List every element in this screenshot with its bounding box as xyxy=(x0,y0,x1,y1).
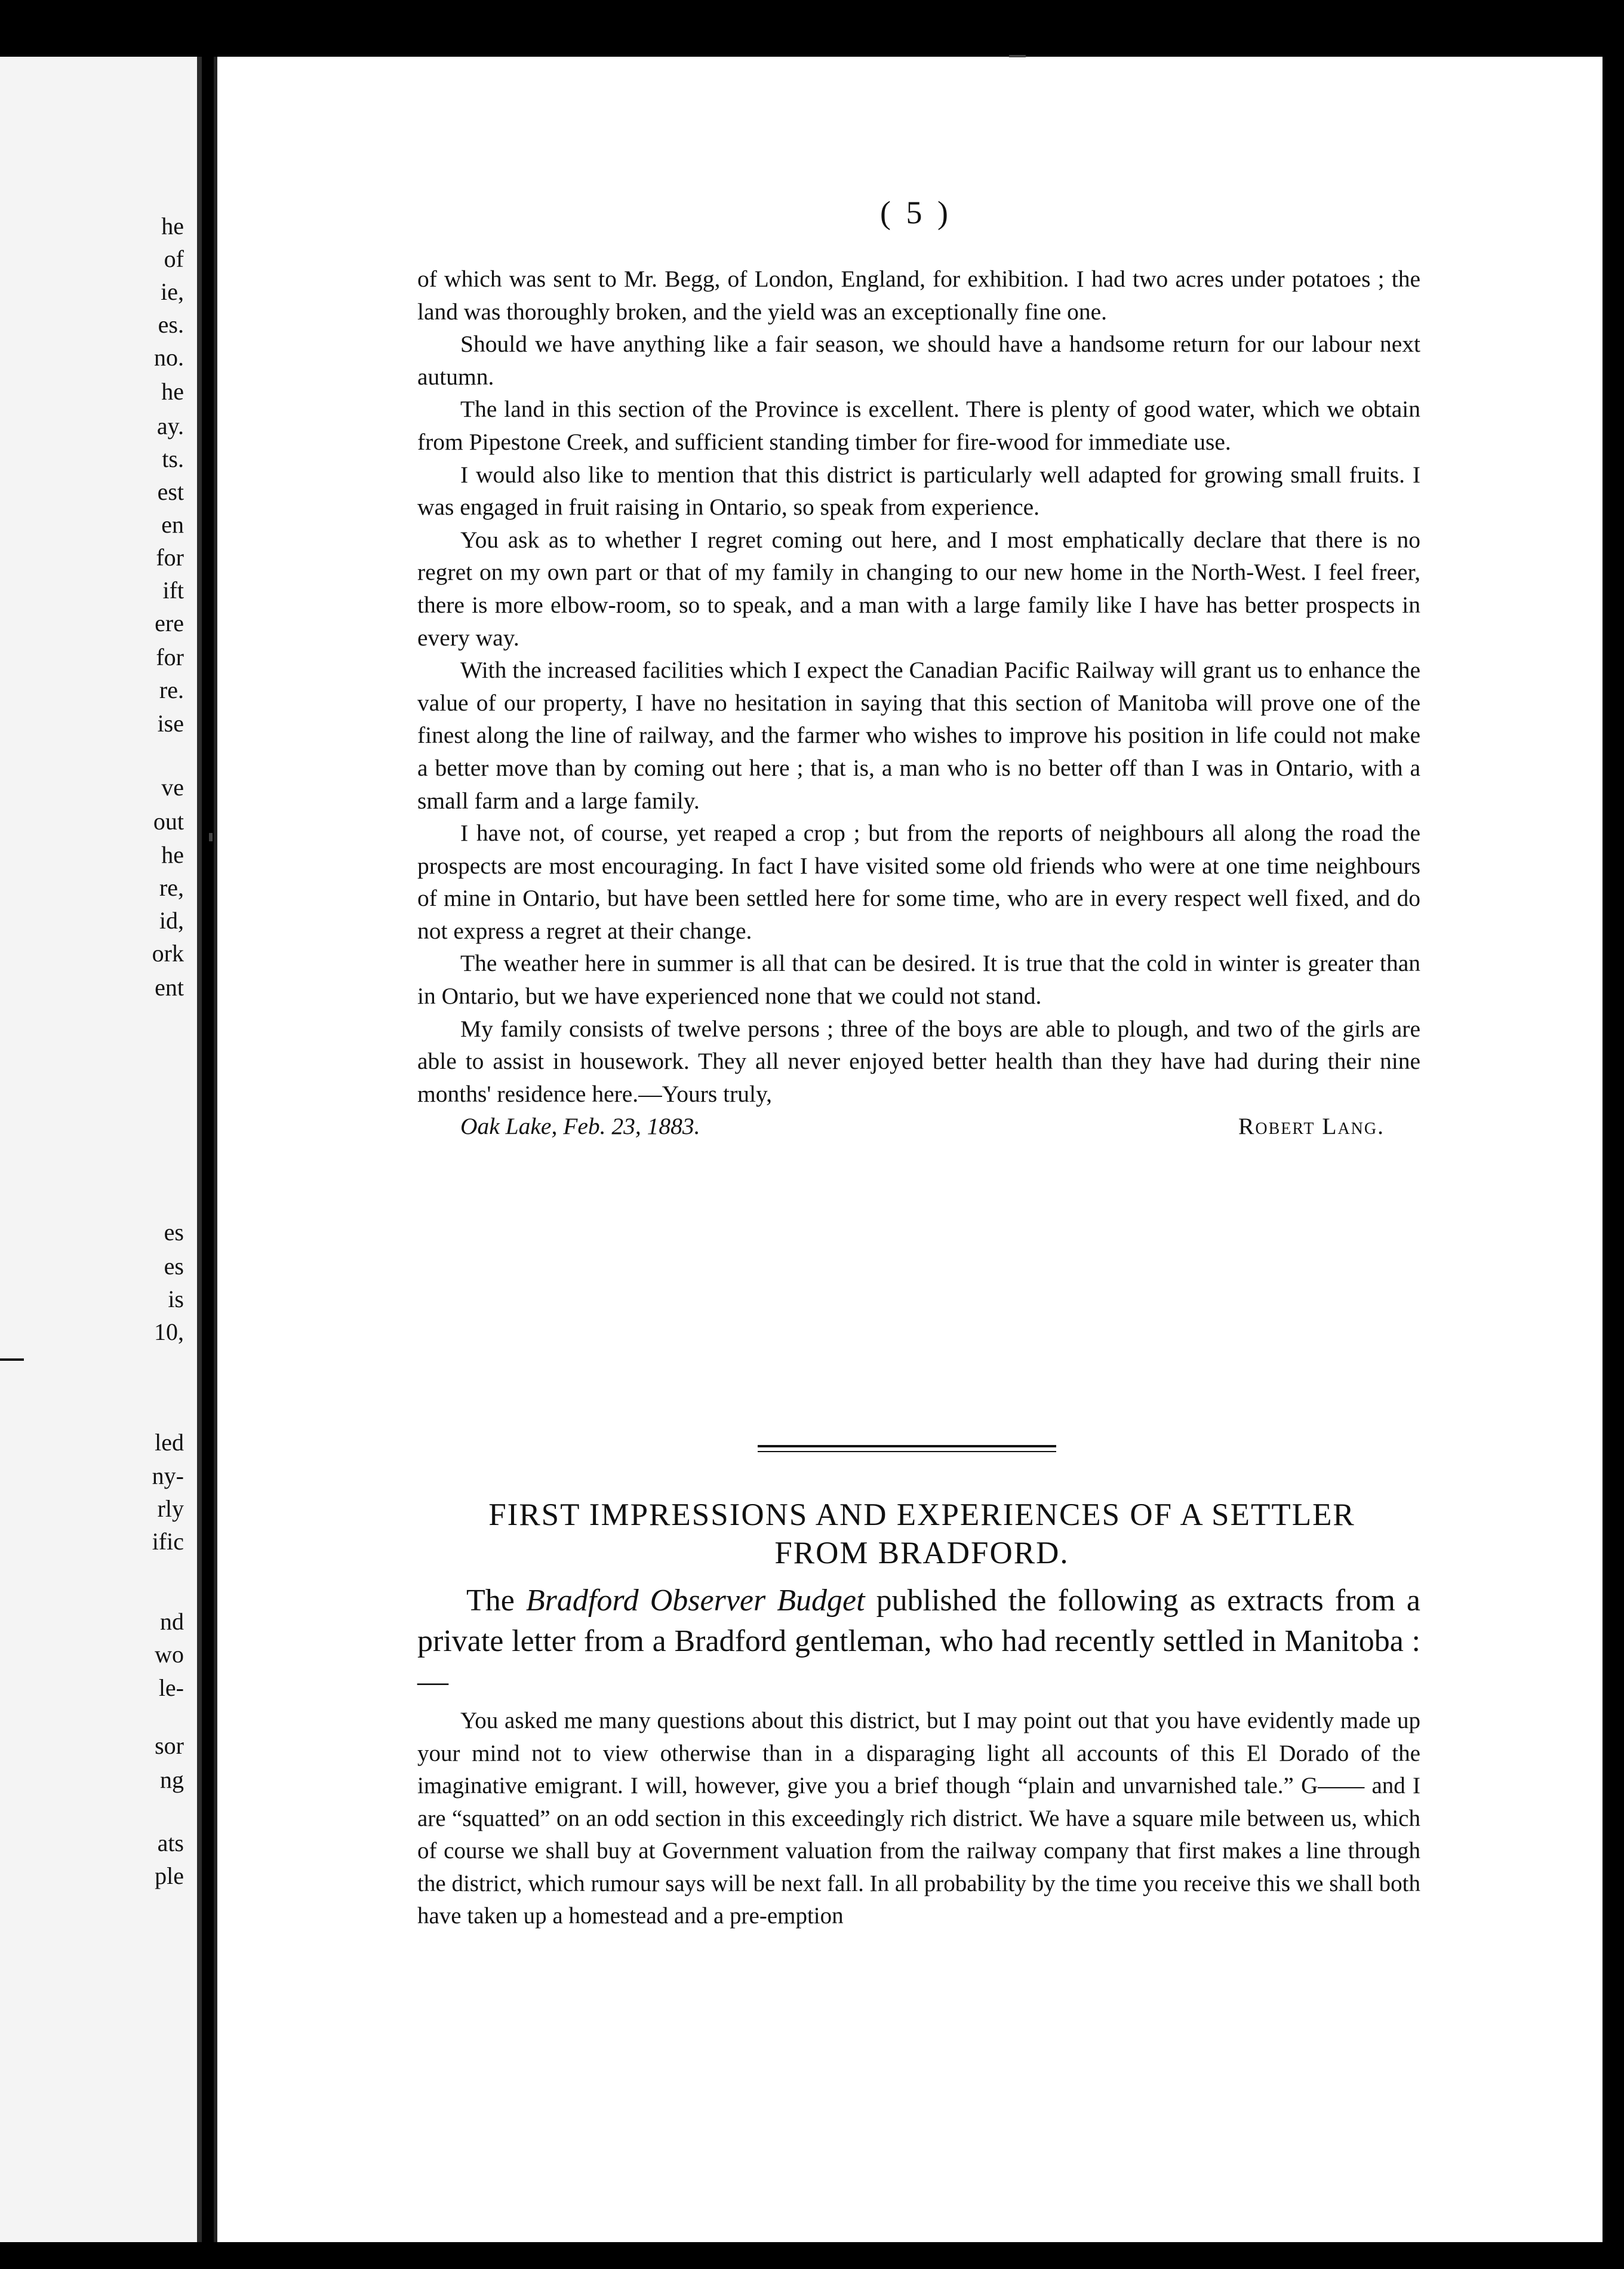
left-page-fragment: sor xyxy=(155,1732,184,1759)
left-page-fragment: est xyxy=(157,478,184,505)
left-page-fragment: re, xyxy=(159,874,184,901)
left-page-fragment: ere xyxy=(155,610,184,637)
letter-paragraph: My family consists of twelve persons ; three of the boys are able to plough, and two of the girls are able to assist in housework. They all never enjoyed better health than they have had during their nine months' residence here.—Yours truly, xyxy=(417,1015,1420,1107)
left-page-fragment: ve xyxy=(161,774,184,801)
left-page-fragment: ent xyxy=(155,974,184,1001)
left-page-fragment: ple xyxy=(155,1862,184,1889)
heading-line: FIRST IMPRESSIONS AND EXPERIENCES OF A SETTLER xyxy=(488,1498,1355,1532)
letter-paragraph: I would also like to mention that this district is particularly well adapted for growing small fruits. I was engaged in fruit raising in Ontario, so speak from experience. xyxy=(417,461,1420,521)
intro-text: The xyxy=(466,1584,526,1618)
left-page-fragment: ift xyxy=(162,577,184,604)
left-page-fragment: le- xyxy=(158,1674,184,1701)
left-page-fragment: for xyxy=(156,644,184,671)
left-facing-page xyxy=(0,57,202,2242)
left-page-fragment: of xyxy=(164,245,184,272)
article-heading xyxy=(414,1496,1429,1572)
left-page-fragment: 10, xyxy=(154,1318,184,1345)
letter-paragraph: The weather here in summer is all that can be desired. It is true that the cold in winter is greater than in Ontario, but we have experienced none that we could not stand. xyxy=(417,950,1420,1010)
scan-speck xyxy=(209,833,213,841)
article-intro xyxy=(417,1581,1420,1702)
left-page-rule xyxy=(0,1358,24,1361)
scan-speck xyxy=(1009,55,1026,57)
signature: Robert Lang. xyxy=(1238,1113,1385,1140)
intro-text: published the following as extracts from a private letter from a Bradford gentleman, who had recently settled in Manitoba :— xyxy=(417,1584,1421,1699)
page-number: ( 5 ) xyxy=(880,195,952,230)
letter-paragraph: You ask as to whether I regret coming out here, and I most emphatically declare that there is no regret on my own part or that of my family in changing to our new home in the North-West. I feel freer, there is more elbow-room, so to speak, and a man with a large family like I have has better prospects in every way. xyxy=(417,526,1420,651)
left-page-fragment: no. xyxy=(154,344,184,371)
left-page-fragment: ats xyxy=(157,1830,184,1856)
left-page-fragment: he xyxy=(161,841,184,868)
left-page-fragment: es xyxy=(164,1219,184,1246)
left-page-fragment: ific xyxy=(152,1528,184,1555)
letter-paragraph: of which was sent to Mr. Begg, of London, England, for exhibition. I had two acres under potatoes ; the land was thoroughly broken, and the yield was an exceptionally fine one. xyxy=(417,266,1420,325)
letter-paragraph: I have not, of course, yet reaped a crop ; but from the reports of neighbours all along the road the prospects are most encouraging. In fact I have visited some old friends who were at one time neighbours of mine in Ontario, but have been settled here for some time, who are in every respect well fixed, and do not express a regret at their change. xyxy=(417,820,1420,944)
letter-paragraph: With the increased facilities which I expect the Canadian Pacific Railway will grant us to enhance the value of our property, I have no hesitation in saying that this section of Manitoba will prove one of the finest along the line of railway, and the farmer who wishes to improve his position in life could not make a better move than by coming out here ; that is, a man who is no better off than I was in Ontario, with a small farm and a large family. xyxy=(417,657,1420,814)
heading-line: FROM BRADFORD. xyxy=(774,1536,1069,1570)
left-page-fragment: re. xyxy=(159,677,184,703)
left-page-fragment: es. xyxy=(158,311,184,338)
left-page-fragment: led xyxy=(155,1429,184,1456)
left-page-fragment: en xyxy=(161,511,184,538)
place-date: Oak Lake, Feb. 23, 1883. xyxy=(460,1113,700,1140)
left-page-fragment: is xyxy=(168,1286,184,1312)
left-page-fragment: for xyxy=(156,544,184,571)
letter-extract: You asked me many questions about this district, but I may point out that you have evidently made up your mind not to view otherwise than in a disparaging light all accounts of this El Dorado of the imaginative emigrant. I will, however, give you a brief though “plain and unvarnished tale.” G—— and I are “squatted” on an odd section in this exceedingly rich district. We have a square mile between us, which of course we shall buy at Government valuation from the railway company that first makes a line through the district, which rumour says will be next fall. In all probability by the time you receive this we shall both have taken up a homestead and a pre-emption xyxy=(417,1708,1420,1929)
section-divider xyxy=(758,1445,1056,1452)
letter-signoff xyxy=(417,1110,1420,1143)
left-page-fragment: out xyxy=(153,808,184,835)
left-page-fragment: ts. xyxy=(162,445,184,472)
left-page-fragment: rly xyxy=(157,1495,184,1522)
left-page-fragment: es xyxy=(164,1253,184,1280)
publication-name: Bradford Observer Budget xyxy=(525,1584,865,1618)
left-page-fragment: ny- xyxy=(152,1462,184,1489)
letter-paragraph: Should we have anything like a fair season, we should have a handsome return for our labour next autumn. xyxy=(417,331,1420,390)
left-page-fragment: id, xyxy=(159,907,184,934)
left-page-fragment: nd xyxy=(160,1608,184,1635)
left-page-fragment: ay. xyxy=(156,413,184,439)
left-page-fragment: ork xyxy=(152,940,184,967)
left-page-fragment: ng xyxy=(160,1766,184,1793)
letter-paragraph: The land in this section of the Province is excellent. There is plenty of good water, which we obtain from Pipestone Creek, and sufficient standing timber for fire-wood for immediate use. xyxy=(417,396,1420,455)
left-page-fragment: ise xyxy=(157,710,184,737)
left-page-fragment: he xyxy=(161,213,184,239)
left-page-fragment: he xyxy=(161,378,184,405)
left-page-fragment: ie, xyxy=(161,278,184,305)
right-page xyxy=(214,57,1603,2242)
left-page-fragment: wo xyxy=(155,1641,184,1668)
letter-body xyxy=(417,263,1420,1143)
